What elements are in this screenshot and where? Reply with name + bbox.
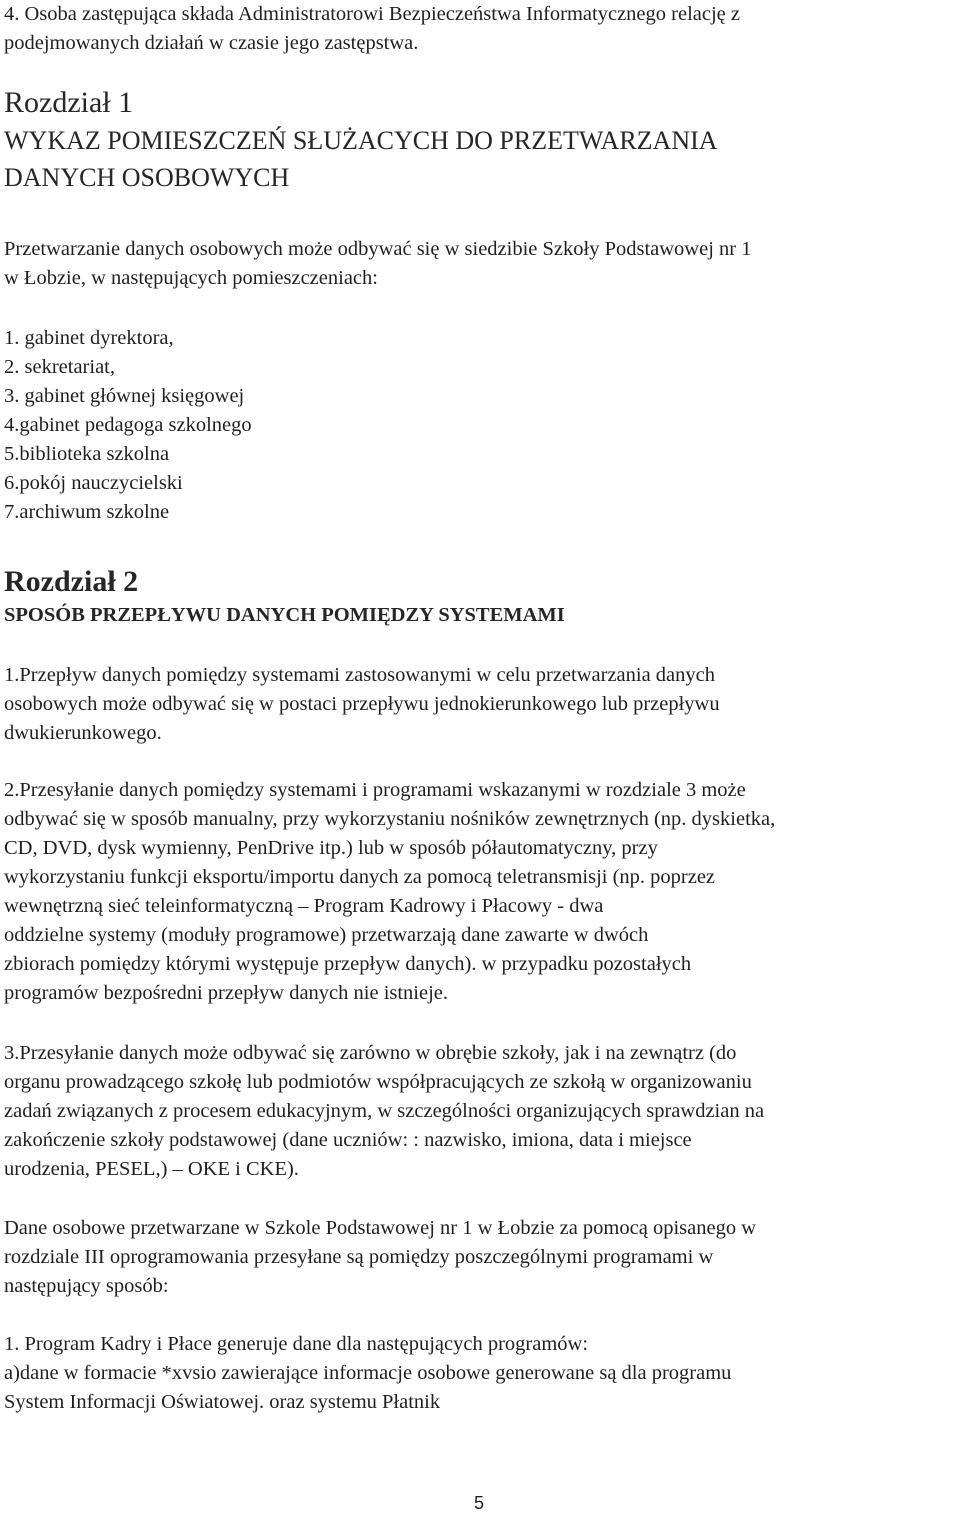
page-number: 5 bbox=[474, 1493, 485, 1513]
list-item: 5.biblioteka szkolna bbox=[4, 443, 170, 465]
list-item: 7.archiwum szkolne bbox=[4, 501, 170, 523]
chapter2-subheading: SPOSÓB PRZEPŁYWU DANYCH POMIĘDZY SYSTEMAMI bbox=[4, 604, 565, 626]
chapter2-paragraph-3 bbox=[4, 1039, 764, 1184]
paragraph-line: wewnętrzną sieć teleinformatyczną – Program Kadrowy i Płacowy - dwa bbox=[4, 895, 604, 917]
paragraph-line: 1. Program Kadry i Płace generuje dane dla następujących programów: bbox=[4, 1333, 589, 1355]
chapter2-paragraph-5 bbox=[4, 1330, 731, 1417]
chapter1-subheading-line: DANYCH OSOBOWYCH bbox=[4, 163, 290, 192]
chapter1-header bbox=[4, 84, 718, 196]
intro-paragraph bbox=[4, 0, 740, 58]
paragraph-line: zbiorach pomiędzy którymi występuje przepływ danych). w przypadku pozostałych bbox=[4, 953, 692, 975]
paragraph-line: podejmowanych działań w czasie jego zastępstwa. bbox=[4, 32, 419, 54]
chapter1-heading: Rozdział 1 bbox=[4, 86, 134, 119]
chapter2-header bbox=[4, 563, 565, 630]
paragraph-line: następujący sposób: bbox=[4, 1275, 169, 1297]
paragraph-line: oddzielne systemy (moduły programowe) przetwarzają dane zawarte w dwóch bbox=[4, 924, 649, 946]
chapter2-paragraph-4 bbox=[4, 1214, 756, 1301]
chapter1-intro-paragraph bbox=[4, 235, 751, 293]
paragraph-line: 3.Przesyłanie danych może odbywać się zarówno w obrębie szkoły, jak i na zewnątrz (do bbox=[4, 1042, 737, 1064]
paragraph-line: 4. Osoba zastępująca składa Administratorowi Bezpieczeństwa Informatycznego relację z bbox=[4, 3, 740, 25]
paragraph-line: dwukierunkowego. bbox=[4, 722, 162, 744]
list-item: 2. sekretariat, bbox=[4, 356, 115, 378]
chapter1-subheading-line: WYKAZ POMIESZCZEŃ SŁUŻACYCH DO PRZETWARZANIA bbox=[4, 126, 718, 155]
paragraph-line: Przetwarzanie danych osobowych może odbywać się w siedzibie Szkoły Podstawowej nr 1 bbox=[4, 238, 752, 260]
paragraph-line: a)dane w formacie *xvsio zawierające informacje osobowe generowane są dla programu bbox=[4, 1362, 732, 1384]
paragraph-line: urodzenia, PESEL,) – OKE i CKE). bbox=[4, 1158, 299, 1180]
rooms-list bbox=[4, 324, 252, 527]
paragraph-line: zadań związanych z procesem edukacyjnym, w szczególności organizujących sprawdzian na bbox=[4, 1100, 765, 1122]
paragraph-line: wykorzystaniu funkcji eksportu/importu danych za pomocą teletransmisji (np. poprzez bbox=[4, 866, 716, 888]
chapter2-paragraph-1 bbox=[4, 661, 720, 748]
paragraph-line: 2.Przesyłanie danych pomiędzy systemami i programami wskazanymi w rozdziale 3 może bbox=[4, 779, 746, 801]
paragraph-line: organu prowadzącego szkołę lub podmiotów współpracujących ze szkołą w organizowaniu bbox=[4, 1071, 752, 1093]
list-item: 1. gabinet dyrektora, bbox=[4, 327, 174, 349]
document-page bbox=[4, 0, 956, 1515]
list-item: 3. gabinet głównej księgowej bbox=[4, 385, 245, 407]
chapter2-heading: Rozdział 2 bbox=[4, 565, 139, 598]
list-item: 4.gabinet pedagoga szkolnego bbox=[4, 414, 252, 436]
paragraph-line: System Informacji Oświatowej. oraz systemu Płatnik bbox=[4, 1391, 441, 1413]
paragraph-line: Dane osobowe przetwarzane w Szkole Podstawowej nr 1 w Łobzie za pomocą opisanego w bbox=[4, 1217, 756, 1239]
paragraph-line: osobowych może odbywać się w postaci przepływu jednokierunkowego lub przepływu bbox=[4, 693, 720, 715]
paragraph-line: rozdziale III oprogramowania przesyłane są pomiędzy poszczególnymi programami w bbox=[4, 1246, 714, 1268]
paragraph-line: 1.Przepływ danych pomiędzy systemami zastosowanymi w celu przetwarzania danych bbox=[4, 664, 716, 686]
paragraph-line: odbywać się w sposób manualny, przy wykorzystaniu nośników zewnętrznych (np. dyskietka, bbox=[4, 808, 776, 830]
chapter2-paragraph-2 bbox=[4, 776, 775, 1008]
paragraph-line: w Łobzie, w następujących pomieszczeniach: bbox=[4, 267, 378, 289]
paragraph-line: zakończenie szkoły podstawowej (dane uczniów: : nazwisko, imiona, data i miejsce bbox=[4, 1129, 692, 1151]
paragraph-line: programów bezpośredni przepływ danych nie istnieje. bbox=[4, 982, 449, 1004]
paragraph-line: CD, DVD, dysk wymienny, PenDrive itp.) lub w sposób półautomatyczny, przy bbox=[4, 837, 658, 859]
list-item: 6.pokój nauczycielski bbox=[4, 472, 183, 494]
